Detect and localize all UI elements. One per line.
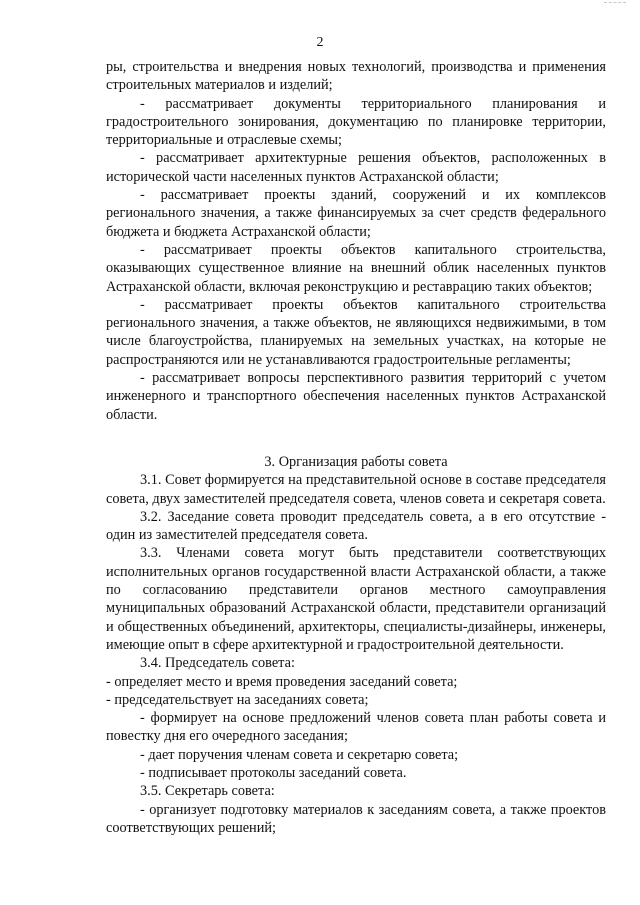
- scan-corner-mark: [604, 2, 626, 3]
- list-item: - дает поручения членам совета и секретарю совета;: [140, 746, 459, 763]
- paragraph: 3.2. Заседание совета проводит председатель совета, а в его отсутствие - один из заместителей председателя совета.: [106, 508, 606, 544]
- list-item: - председательствует на заседаниях совета;: [106, 691, 369, 708]
- paragraph: - рассматривает проекты зданий, сооружений и их комплексов регионального значения, а также финансируемых за счет средств федерального бюджета и бюджета Астраханской области;: [106, 187, 606, 240]
- paragraph: - рассматривает архитектурные решения объектов, расположенных в исторической части населенных пунктов Астраханской области;: [106, 150, 606, 185]
- paragraph: - рассматривает документы территориального планирования и градостроительного зонирования, документацию по планировке территории, территориальные и отраслевые схемы;: [106, 95, 606, 149]
- list-item: - организует подготовку материалов к заседаниям совета, а также проектов соответствующих решений;: [106, 801, 606, 836]
- paragraph: - рассматривает проекты объектов капитального строительства, оказывающих существенное влияние на внешний облик населенных пунктов Астраханской области, включая реконструкцию и реставрацию таких объектов;: [106, 241, 606, 295]
- paragraph: ры, строительства и внедрения новых технологий, производства и применения строительных материалов и изделий;: [106, 59, 606, 94]
- list-item: - подписывает протоколы заседаний совета.: [140, 764, 407, 781]
- section-heading: 3. Организация работы совета: [264, 453, 448, 470]
- paragraph: - рассматривает проекты объектов капитального строительства регионального значения, а также объектов, не являющихся недвижимыми, в том числе благоустройства, планируемых на земельных участках, на которые не распространяются или не устанавливаются градостроительные регламенты;: [106, 296, 606, 368]
- list-item: - формирует на основе предложений членов совета план работы совета и повестку дня его очередного заседания;: [106, 710, 606, 745]
- paragraph: 3.3. Членами совета могут быть представители соответствующих исполнительных органов государственной власти Астраханской области, а также по согласованию представители органов местного самоуправления муниципальных образований Астраханской области, представители организаций и общественных объединений, архитекторы, специалисты-дизайнеры, инженеры, имеющие опыт в сфере архитектурной и градостроительной деятельности.: [106, 545, 606, 653]
- list-item: - определяет место и время проведения заседаний совета;: [106, 673, 458, 690]
- paragraph: 3.4. Председатель совета:: [140, 655, 295, 672]
- paragraph: 3.5. Секретарь совета:: [140, 783, 275, 800]
- paragraph: 3.1. Совет формируется на представительной основе в составе председателя совета, двух заместителей председателя совета, членов совета и секретаря совета.: [106, 472, 606, 507]
- paragraph: - рассматривает вопросы перспективного развития территорий с учетом инженерного и транспортного обеспечения населенных пунктов Астраханской области.: [106, 370, 606, 423]
- document-body: [106, 58, 606, 837]
- page-number: 2: [316, 35, 324, 50]
